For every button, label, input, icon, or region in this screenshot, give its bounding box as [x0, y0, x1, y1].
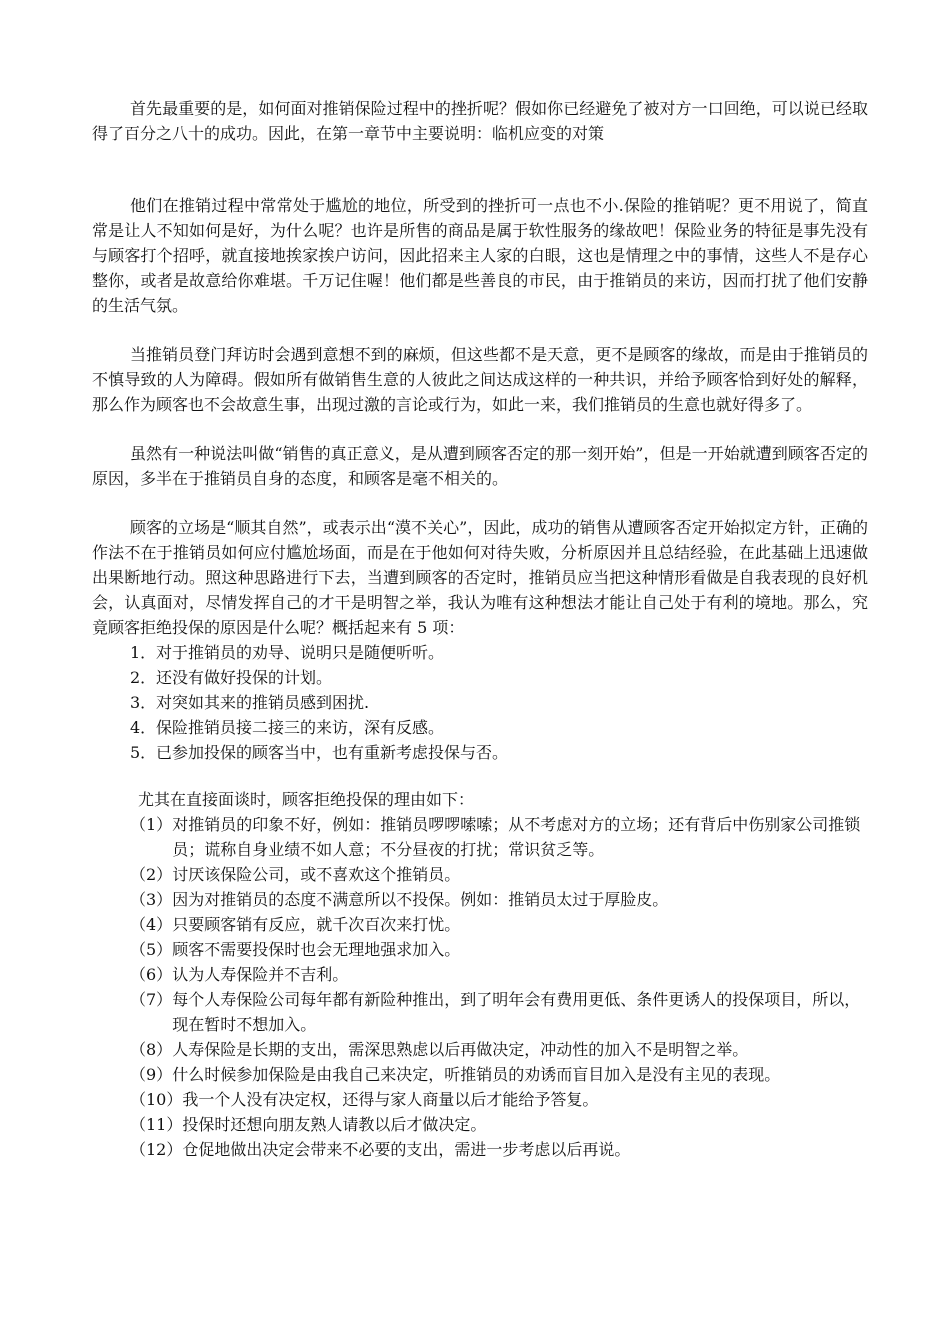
reason-number: （12） — [130, 1140, 183, 1159]
list-item-number: 5． — [130, 743, 157, 762]
reason-number: （1） — [130, 815, 173, 834]
list-item-text: 保险推销员接二接三的来访，深有反感。 — [156, 718, 445, 737]
reason-number: （9） — [130, 1065, 173, 1084]
paragraph-intro: 首先最重要的是，如何面对推销保险过程中的挫折呢？假如你已经避免了被对方一口回绝，可以说已经取得了百分之八十的成功。因此，在第一章节中主要说明：临机应变的对策 — [92, 99, 868, 143]
reason-text: 什么时候参加保险是由我自己来决定，听推销员的劝诱而盲目加入是没有主见的表现。 — [172, 1065, 781, 1084]
reason-item — [92, 812, 868, 862]
numbered-list — [92, 640, 868, 765]
reason-item — [92, 987, 868, 1037]
reason-text: 对推销员的印象不好，例如：推销员啰啰嗦嗦；从不考虑对方的立场；还有背后中伤别家公司推锁员；谎称自身业绩不如人意；不分昼夜的打扰；常识贫乏等。 — [172, 815, 861, 859]
reason-number: （8） — [130, 1040, 173, 1059]
reason-text: 讨厌该保险公司，或不喜欢这个推销员。 — [172, 865, 461, 884]
reason-number: （11） — [130, 1115, 183, 1134]
reason-number: （5） — [130, 940, 173, 959]
reason-item — [92, 1087, 868, 1112]
list-item-number: 2． — [130, 668, 157, 687]
list-item-text: 还没有做好投保的计划。 — [156, 668, 333, 687]
list-item — [92, 665, 868, 690]
document-page — [92, 96, 868, 1162]
reason-text: 只要顾客销有反应，就千次百次来打忧。 — [172, 915, 461, 934]
paragraph-customer-stance: 顾客的立场是“顺其自然”，或表示出“漠不关心”，因此，成功的销售从遭顾客否定开始拟定方针，正确的作法不在于推销员如何应付尴尬场面，而是在于他如何对待失败，分析原因并且总结经验，在此基础上迅速做出果断地行动。照这种思路进行下去，当遭到顾客的否定时，推销员应当把这种情形看做是自我表现的良好机会，认真面对，尽情发挥自己的才干是明智之举，我认为唯有这种想法才能让自己处于有利的境地。那么，究竟顾客拒绝投保的原因是什么呢？概括起来有 5 项： — [92, 518, 868, 637]
reason-item — [92, 1112, 868, 1137]
reason-item — [92, 1037, 868, 1062]
reason-item — [92, 937, 868, 962]
reason-number: （6） — [130, 965, 173, 984]
reason-text: 顾客不需要投保时也会无理地强求加入。 — [172, 940, 461, 959]
reasons-intro: 尤其在直接面谈时，顾客拒绝投保的理由如下： — [138, 790, 475, 809]
list-item-number: 3． — [130, 693, 157, 712]
reason-text: 仓促地做出决定会带来不必要的支出，需进一步考虑以后再说。 — [182, 1140, 631, 1159]
reason-number: （3） — [130, 890, 173, 909]
reason-text: 我一个人没有决定权，还得与家人商量以后才能给予答复。 — [182, 1090, 599, 1109]
paragraph-rejection-meaning: 虽然有一种说法叫做“销售的真正意义，是从遭到顾客否定的那一刻开始”，但是一开始就遭到顾客否定的原因，多半在于推销员自身的态度，和顾客是毫不相关的。 — [92, 444, 868, 488]
list-item — [92, 740, 868, 765]
reason-text: 每个人寿保险公司每年都有新险种推出，到了明年会有费用更低、条件更诱人的投保项目，所以，现在暂时不想加入。 — [172, 990, 861, 1034]
list-item-text: 对突如其来的推销员感到困扰. — [156, 693, 370, 712]
list-item — [92, 715, 868, 740]
list-item-text: 已参加投保的顾客当中，也有重新考虑投保与否。 — [156, 743, 509, 762]
reason-text: 认为人寿保险并不吉利。 — [172, 965, 349, 984]
reason-text: 因为对推销员的态度不满意所以不投保。例如：推销员太过于厚脸皮。 — [172, 890, 669, 909]
paragraph-unexpected-trouble: 当推销员登门拜访时会遇到意想不到的麻烦，但这些都不是天意，更不是顾客的缘故，而是由于推销员的不慎导致的人为障碍。假如所有做销售生意的人彼此之间达成这样的一种共识，并给予顾客恰到好处的解释，那么作为顾客也不会故意生事，出现过激的言论或行为，如此一来，我们推销员的生意也就好得多了。 — [92, 345, 868, 414]
reason-item — [92, 862, 868, 887]
reason-item — [92, 1137, 868, 1162]
reason-item — [92, 1062, 868, 1087]
reason-item — [92, 887, 868, 912]
reason-number: （4） — [130, 915, 173, 934]
reason-number: （7） — [130, 990, 173, 1009]
list-item-text: 对于推销员的劝导、说明只是随便听听。 — [156, 643, 445, 662]
reason-text: 投保时还想向朋友熟人请教以后才做决定。 — [182, 1115, 487, 1134]
list-item-number: 1． — [130, 643, 157, 662]
reason-item — [92, 962, 868, 987]
reason-number: （10） — [130, 1090, 183, 1109]
list-item-number: 4． — [130, 718, 157, 737]
reasons-list — [92, 812, 868, 1162]
list-item — [92, 690, 868, 715]
reason-number: （2） — [130, 865, 173, 884]
reason-item — [92, 912, 868, 937]
reason-text: 人寿保险是长期的支出，需深思熟虑以后再做决定，冲动性的加入不是明智之举。 — [172, 1040, 749, 1059]
paragraph-awkward-position: 他们在推销过程中常常处于尴尬的地位，所受到的挫折可一点也不小.保险的推销呢？更不用说了，简直常是让人不知如何是好，为什么呢？也许是所售的商品是属于软性服务的缘故吧！保险业务的特征是事先没有与顾客打个招呼，就直接地挨家挨户访问，因此招来主人家的白眼，这也是情理之中的事情，这些人不是存心整你，或者是故意给你难堪。千万记住喔！他们都是些善良的市民，由于推销员的来访，因而打扰了他们安静的生活气氛。 — [92, 196, 868, 315]
list-item — [92, 640, 868, 665]
